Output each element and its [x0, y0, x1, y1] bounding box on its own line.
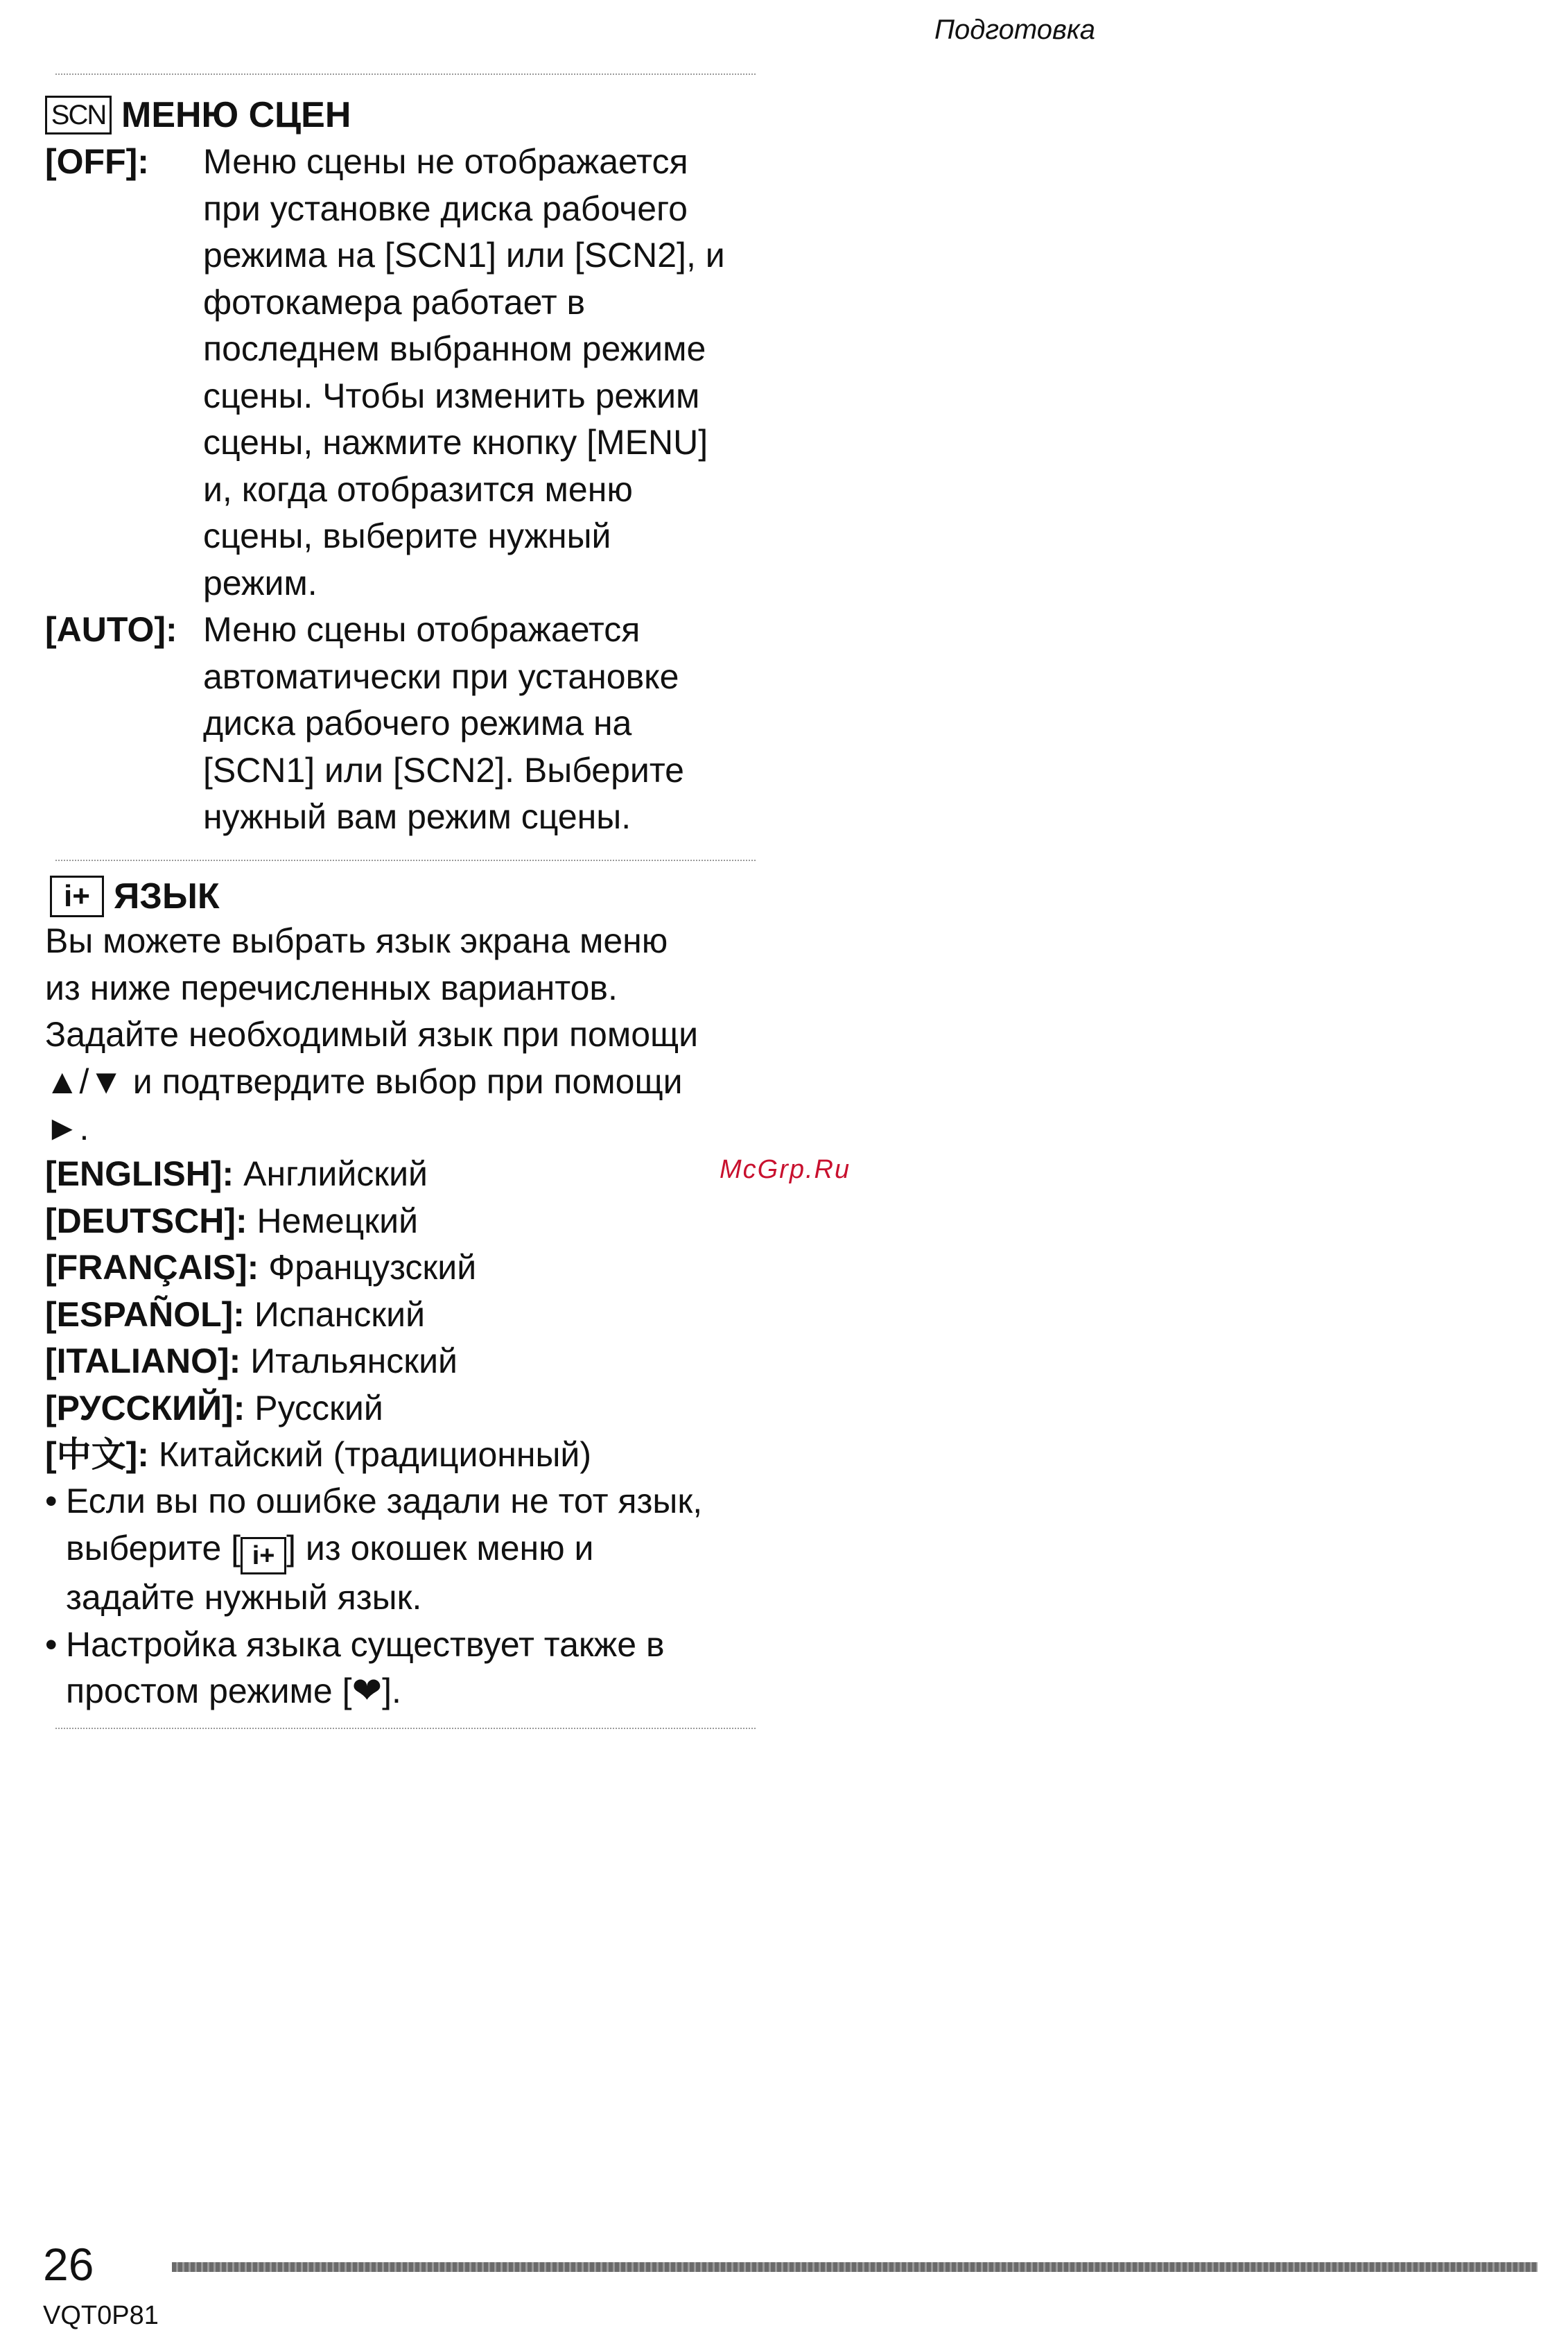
text-line: режима на [SCN1] или [SCN2], и: [203, 236, 725, 275]
bottom-divider: [55, 1728, 756, 1729]
language-option: [45, 1385, 808, 1432]
language-code: [DEUTSCH]:: [45, 1201, 247, 1240]
text-fragment: ] из окошек меню и: [286, 1528, 594, 1568]
text-line: диска рабочего режима на: [203, 704, 632, 743]
heart-icon: ❤: [351, 1671, 383, 1712]
text-fragment: выберите [: [66, 1528, 241, 1568]
language-code: [ITALIANO]:: [45, 1342, 241, 1380]
text-line: Настройка языка существует также в: [66, 1624, 665, 1664]
document-code: VQT0P81: [43, 2301, 159, 2330]
option-term: [AUTO]:: [45, 610, 177, 649]
scn-icon: SCN: [45, 96, 112, 134]
language-name: Французский: [268, 1248, 477, 1287]
text-line: [66, 1668, 808, 1715]
language-code: [ENGLISH]:: [45, 1154, 234, 1193]
page-number: 26: [43, 2239, 94, 2290]
text-line: и, когда отобразится меню: [203, 469, 633, 509]
text-line: последнем выбранном режиме: [203, 329, 706, 368]
text-line: нужный вам режим сцены.: [203, 797, 631, 836]
option-description: [203, 607, 827, 841]
language-option: [45, 1151, 808, 1198]
text-line: ►.: [45, 1109, 89, 1147]
language-code: [FRANÇAIS]:: [45, 1248, 259, 1287]
scene-menu-title: [45, 94, 351, 136]
notes: [45, 1478, 808, 1715]
language-intro: [45, 918, 808, 1152]
language-option: [45, 1338, 808, 1385]
text-line: при установке диска рабочего: [203, 189, 688, 228]
text-line: Меню сцены не отображается: [203, 142, 688, 181]
text-line: [SCN1] или [SCN2]. Выберите: [203, 750, 684, 790]
text-line: сцены, выберите нужный: [203, 517, 611, 555]
note-item: [45, 1478, 808, 1622]
top-divider: [55, 73, 756, 75]
language-title: [50, 876, 220, 917]
text-line: фотокамера работает в: [203, 282, 586, 322]
text-line: ▲/▼ и подтвердите выбор при помощи: [45, 1061, 683, 1101]
watermark: McGrp.Ru: [720, 1155, 851, 1184]
language-name: Русский: [254, 1388, 383, 1427]
language-name: Итальянский: [250, 1342, 458, 1380]
text-fragment: ].: [382, 1672, 401, 1711]
language-option: [45, 1292, 808, 1339]
language-name: Китайский (традиционный): [158, 1435, 592, 1474]
section-header: Подготовка: [934, 15, 1095, 45]
language-heading: ЯЗЫК: [114, 876, 220, 917]
bullet-icon: •: [45, 1482, 58, 1520]
language-option: [45, 1198, 808, 1245]
language-option: [45, 1432, 808, 1479]
language-name: Испанский: [254, 1294, 426, 1334]
text-line: Вы можете выбрать язык экрана меню: [45, 921, 668, 960]
option-term: [OFF]:: [45, 142, 149, 181]
text-line: режим.: [203, 563, 317, 602]
language-name: Английский: [243, 1154, 428, 1193]
text-line: Задайте необходимый язык при помощи: [45, 1015, 699, 1054]
text-line: Меню сцены отображается: [203, 610, 641, 649]
language-option: [45, 1244, 808, 1292]
language-name: Немецкий: [256, 1201, 419, 1240]
text-line: автоматически при установке: [203, 657, 679, 696]
text-line: сцены. Чтобы изменить режим: [203, 376, 700, 415]
language-list: [45, 1151, 808, 1479]
text-line: из ниже перечисленных вариантов.: [45, 968, 618, 1007]
text-fragment: простом режиме [: [66, 1672, 352, 1711]
bullet-icon: •: [45, 1624, 58, 1664]
text-line: [66, 1525, 808, 1575]
footer-bar: [172, 2262, 1537, 2272]
language-code: [中文]:: [45, 1435, 149, 1474]
language-icon-inline: i+: [241, 1537, 286, 1574]
text-line: сцены, нажмите кнопку [MENU]: [203, 423, 708, 462]
middle-divider: [55, 860, 756, 861]
language-code: [ESPAÑOL]:: [45, 1294, 245, 1334]
language-icon: i+: [50, 876, 104, 917]
scene-menu-heading: МЕНЮ СЦЕН: [121, 95, 351, 135]
note-item: [45, 1622, 808, 1715]
option-description: [203, 139, 827, 607]
language-code: [РУССКИЙ]:: [45, 1388, 245, 1427]
text-line: задайте нужный язык.: [66, 1578, 422, 1617]
text-line: Если вы по ошибке задали не тот язык,: [66, 1482, 703, 1520]
